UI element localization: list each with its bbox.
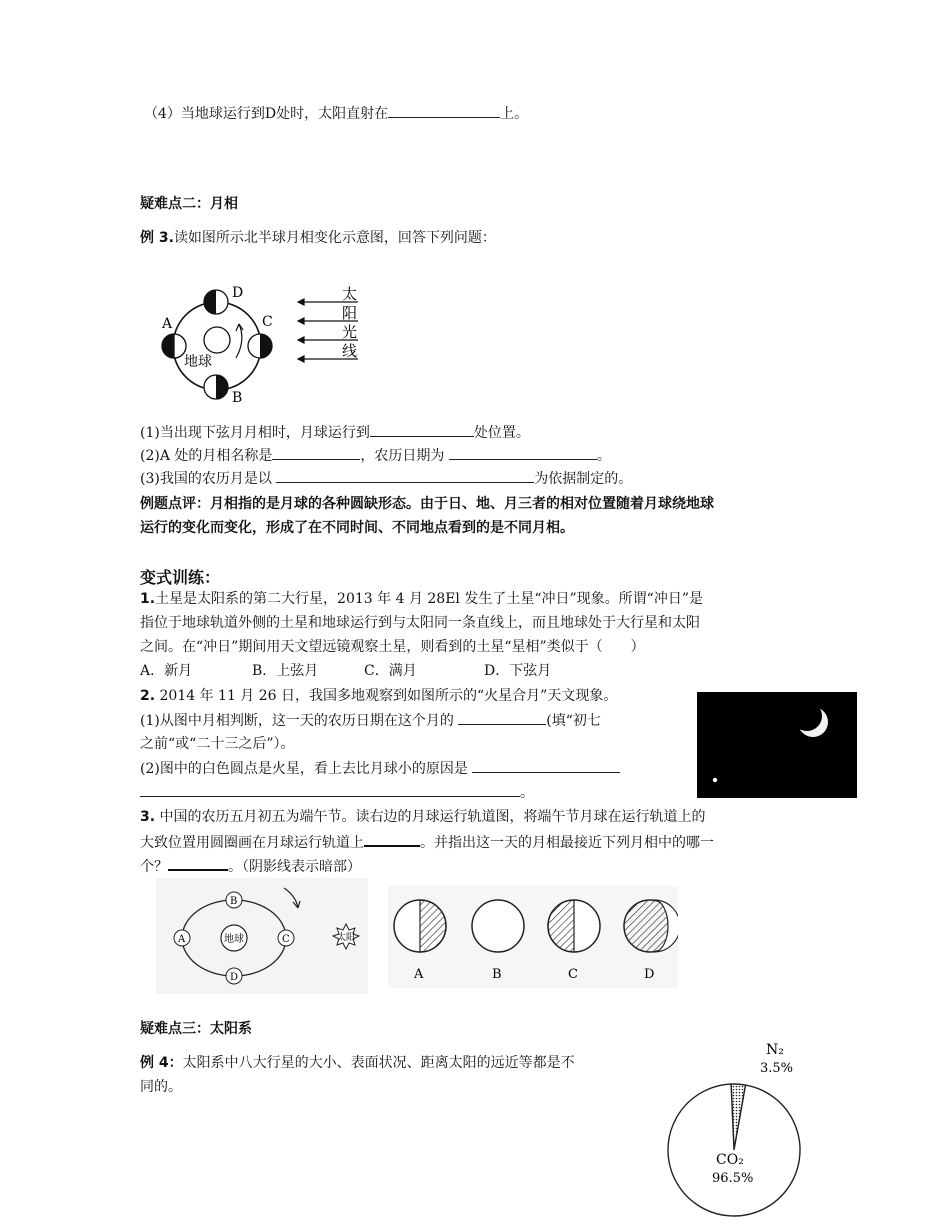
- item3-blank-2[interactable]: [168, 855, 228, 871]
- item2-sub2-line2: [140, 782, 534, 803]
- q2-blank-2[interactable]: [449, 445, 597, 460]
- orbit-moon-c: [278, 930, 294, 946]
- sun-char-4: 线: [342, 342, 358, 360]
- label-b: B: [232, 390, 243, 406]
- example3-label: 例 3.: [140, 230, 174, 246]
- orbit-moon-d: [226, 968, 242, 984]
- pie-label-n2: N₂: [766, 1042, 784, 1058]
- sun-char-3: 光: [342, 323, 358, 341]
- q2-prefix: (2)A 处的月相名称是: [140, 448, 273, 464]
- item1-line1: [140, 589, 703, 609]
- example3-comment-1: 例题点评：月相指的是月球的各种圆缺形态。由于日、地、月三者的相对位置随着月球绕地球: [140, 496, 714, 512]
- phase-option-b[interactable]: [472, 900, 524, 952]
- item1-text-1: 土星是太阳系的第二大行星，2013 年 4 月 28El 发生了土星“冲日”现象。所谓“冲日”是: [155, 591, 703, 607]
- item2-sub1-prefix: (1)从图中月相判断，这一天的农历日期在这个月的: [140, 713, 454, 729]
- q2-blank-1[interactable]: [272, 445, 360, 460]
- moon-a: [162, 334, 186, 358]
- orbit-label-b: B: [230, 896, 238, 907]
- label-d: D: [232, 285, 244, 301]
- option-a[interactable]: A．新月: [140, 663, 193, 679]
- earth-circle: [204, 327, 230, 353]
- example4-line2: 同的。: [140, 1079, 182, 1095]
- item3-line2-prefix: 大致位置用圆圈画在月球运行轨道上: [140, 835, 364, 851]
- mars-dot: [713, 778, 717, 782]
- item1-options: [140, 661, 574, 681]
- orbit-earth-label: 地球: [224, 934, 244, 945]
- phase-option-c[interactable]: [548, 900, 600, 952]
- q3-blank[interactable]: [276, 468, 534, 483]
- orbit-label-d: D: [230, 972, 239, 983]
- example4-text-1: 太阳系中八大行星的大小、表面状况、距离太阳的远近等都是不: [182, 1055, 575, 1071]
- q2-suffix: 。: [596, 448, 611, 464]
- pie-group: [668, 1084, 800, 1216]
- moon-orbit-figure: [156, 878, 368, 994]
- phase-options-figure: [388, 886, 678, 988]
- training-title: 变式训练：: [140, 568, 221, 587]
- phase-label-c: C: [568, 967, 578, 982]
- option-b[interactable]: B．上弦月: [252, 663, 319, 679]
- phase-option-a[interactable]: [394, 900, 446, 952]
- q3-prefix: (3)我国的农历月是以: [140, 471, 272, 487]
- earth-label: 地球: [184, 354, 212, 370]
- mars-moon-photo: [697, 692, 857, 798]
- item2-sub2-blank-2[interactable]: [140, 782, 520, 797]
- item3-blank-1[interactable]: [364, 831, 420, 847]
- item3-line2: [140, 831, 714, 853]
- item2-sub2-prefix: (2)图中的白色圆点是火星，看上去比月球小的原因是: [140, 761, 468, 777]
- item2-line1: [140, 686, 617, 706]
- q4-suffix: 上。: [500, 106, 529, 122]
- phase-label-a: A: [414, 967, 424, 982]
- atmosphere-pie-chart: [660, 1040, 810, 1220]
- item1-line3: 之间。在“冲日”期间用天文望远镜观察土星，则看到的土星“星相”类似于（ ）: [140, 639, 645, 655]
- example4-label: 例 4：: [140, 1055, 183, 1071]
- moon-b: [204, 375, 228, 399]
- item2-text: 2014 年 11 月 26 日，我国多地观察到如图所示的“火星合月”天文现象。: [159, 688, 618, 704]
- item1-num: 1.: [140, 591, 156, 607]
- q1-blank[interactable]: [370, 422, 474, 437]
- example3-q1: [140, 422, 530, 443]
- pie-value-n2: 3.5%: [760, 1061, 794, 1076]
- item2-sub1: [140, 710, 601, 731]
- item2-sub1-suffix: (填“初七: [546, 713, 601, 729]
- orbit-moon-a: [174, 930, 190, 946]
- q4-blank[interactable]: [388, 103, 500, 118]
- q4-prefix: （4）当地球运行到D处时，太阳直射在: [144, 106, 389, 122]
- section2-title: 疑难点二：月相: [140, 196, 238, 212]
- sun-char-1: 太: [342, 285, 358, 303]
- item3-num: 3.: [140, 809, 156, 825]
- pie-value-co2: 96.5%: [712, 1171, 754, 1186]
- orbit-label-c: C: [282, 934, 290, 945]
- example3-q2: [140, 445, 611, 466]
- pie-label-co2: CO₂: [716, 1152, 744, 1168]
- orbit-moon-b: [226, 892, 242, 908]
- item3-line2-suffix: 。并指出这一天的月相最接近下列月相中的哪一: [420, 835, 714, 851]
- example3-q3: [140, 468, 632, 489]
- phase-label-d: D: [644, 967, 655, 982]
- section3-title: 疑难点三：太阳系: [140, 1021, 252, 1037]
- label-c: C: [262, 314, 273, 330]
- orbit-label-a: A: [178, 934, 186, 945]
- moon-c: [248, 334, 272, 358]
- example3-intro: [140, 228, 496, 248]
- phase-label-b: B: [492, 967, 502, 982]
- example3-text: 读如图所示北半球月相变化示意图，回答下列问题：: [173, 230, 496, 246]
- moon-d: [204, 290, 228, 314]
- moon-phase-diagram: [150, 280, 380, 410]
- option-d[interactable]: D．下弦月: [484, 663, 552, 679]
- item3-line1: [140, 807, 706, 827]
- item2-sub1-line2: 之前“或“二十三之后”）。: [140, 736, 295, 752]
- option-c[interactable]: C．满月: [364, 663, 417, 679]
- item3-line3: [140, 855, 361, 877]
- item3-line3-suffix: 。（阴影线表示暗部）: [228, 859, 361, 875]
- q1-suffix: 处位置。: [473, 425, 530, 441]
- item2-num: 2.: [140, 688, 156, 704]
- item3-line3-prefix: 个？: [140, 859, 168, 875]
- example3-comment-2: 运行的变化而变化，形成了在不同时间、不同地点看到的是不同月相。: [140, 520, 574, 536]
- item2-sub2: [140, 758, 620, 779]
- label-a: A: [162, 316, 173, 332]
- orbit-sun-label: 太阳: [337, 933, 356, 943]
- item2-sub2-blank-1[interactable]: [472, 758, 620, 773]
- q2-middle: ，农历日期为: [360, 448, 445, 464]
- item2-sub2-end: 。: [520, 785, 534, 801]
- example4-line1: [140, 1053, 575, 1073]
- q4-line: [144, 103, 528, 124]
- item2-sub1-blank[interactable]: [458, 710, 546, 725]
- orbit-sun: [333, 924, 359, 949]
- phase-option-d[interactable]: [624, 900, 678, 952]
- q1-prefix: (1)当出现下弦月月相时，月球运行到: [140, 425, 370, 441]
- q3-suffix: 为依据制定的。: [534, 471, 633, 487]
- sun-char-2: 阳: [342, 304, 358, 322]
- item1-line2: 指位于地球轨道外侧的土星和地球运行到与太阳同一条直线上，而且地球处于大行星和太阳: [140, 615, 700, 631]
- item3-text-1: 中国的农历五月初五为端午节。读右边的月球运行轨道图，将端午节月球在运行轨道上的: [159, 809, 706, 825]
